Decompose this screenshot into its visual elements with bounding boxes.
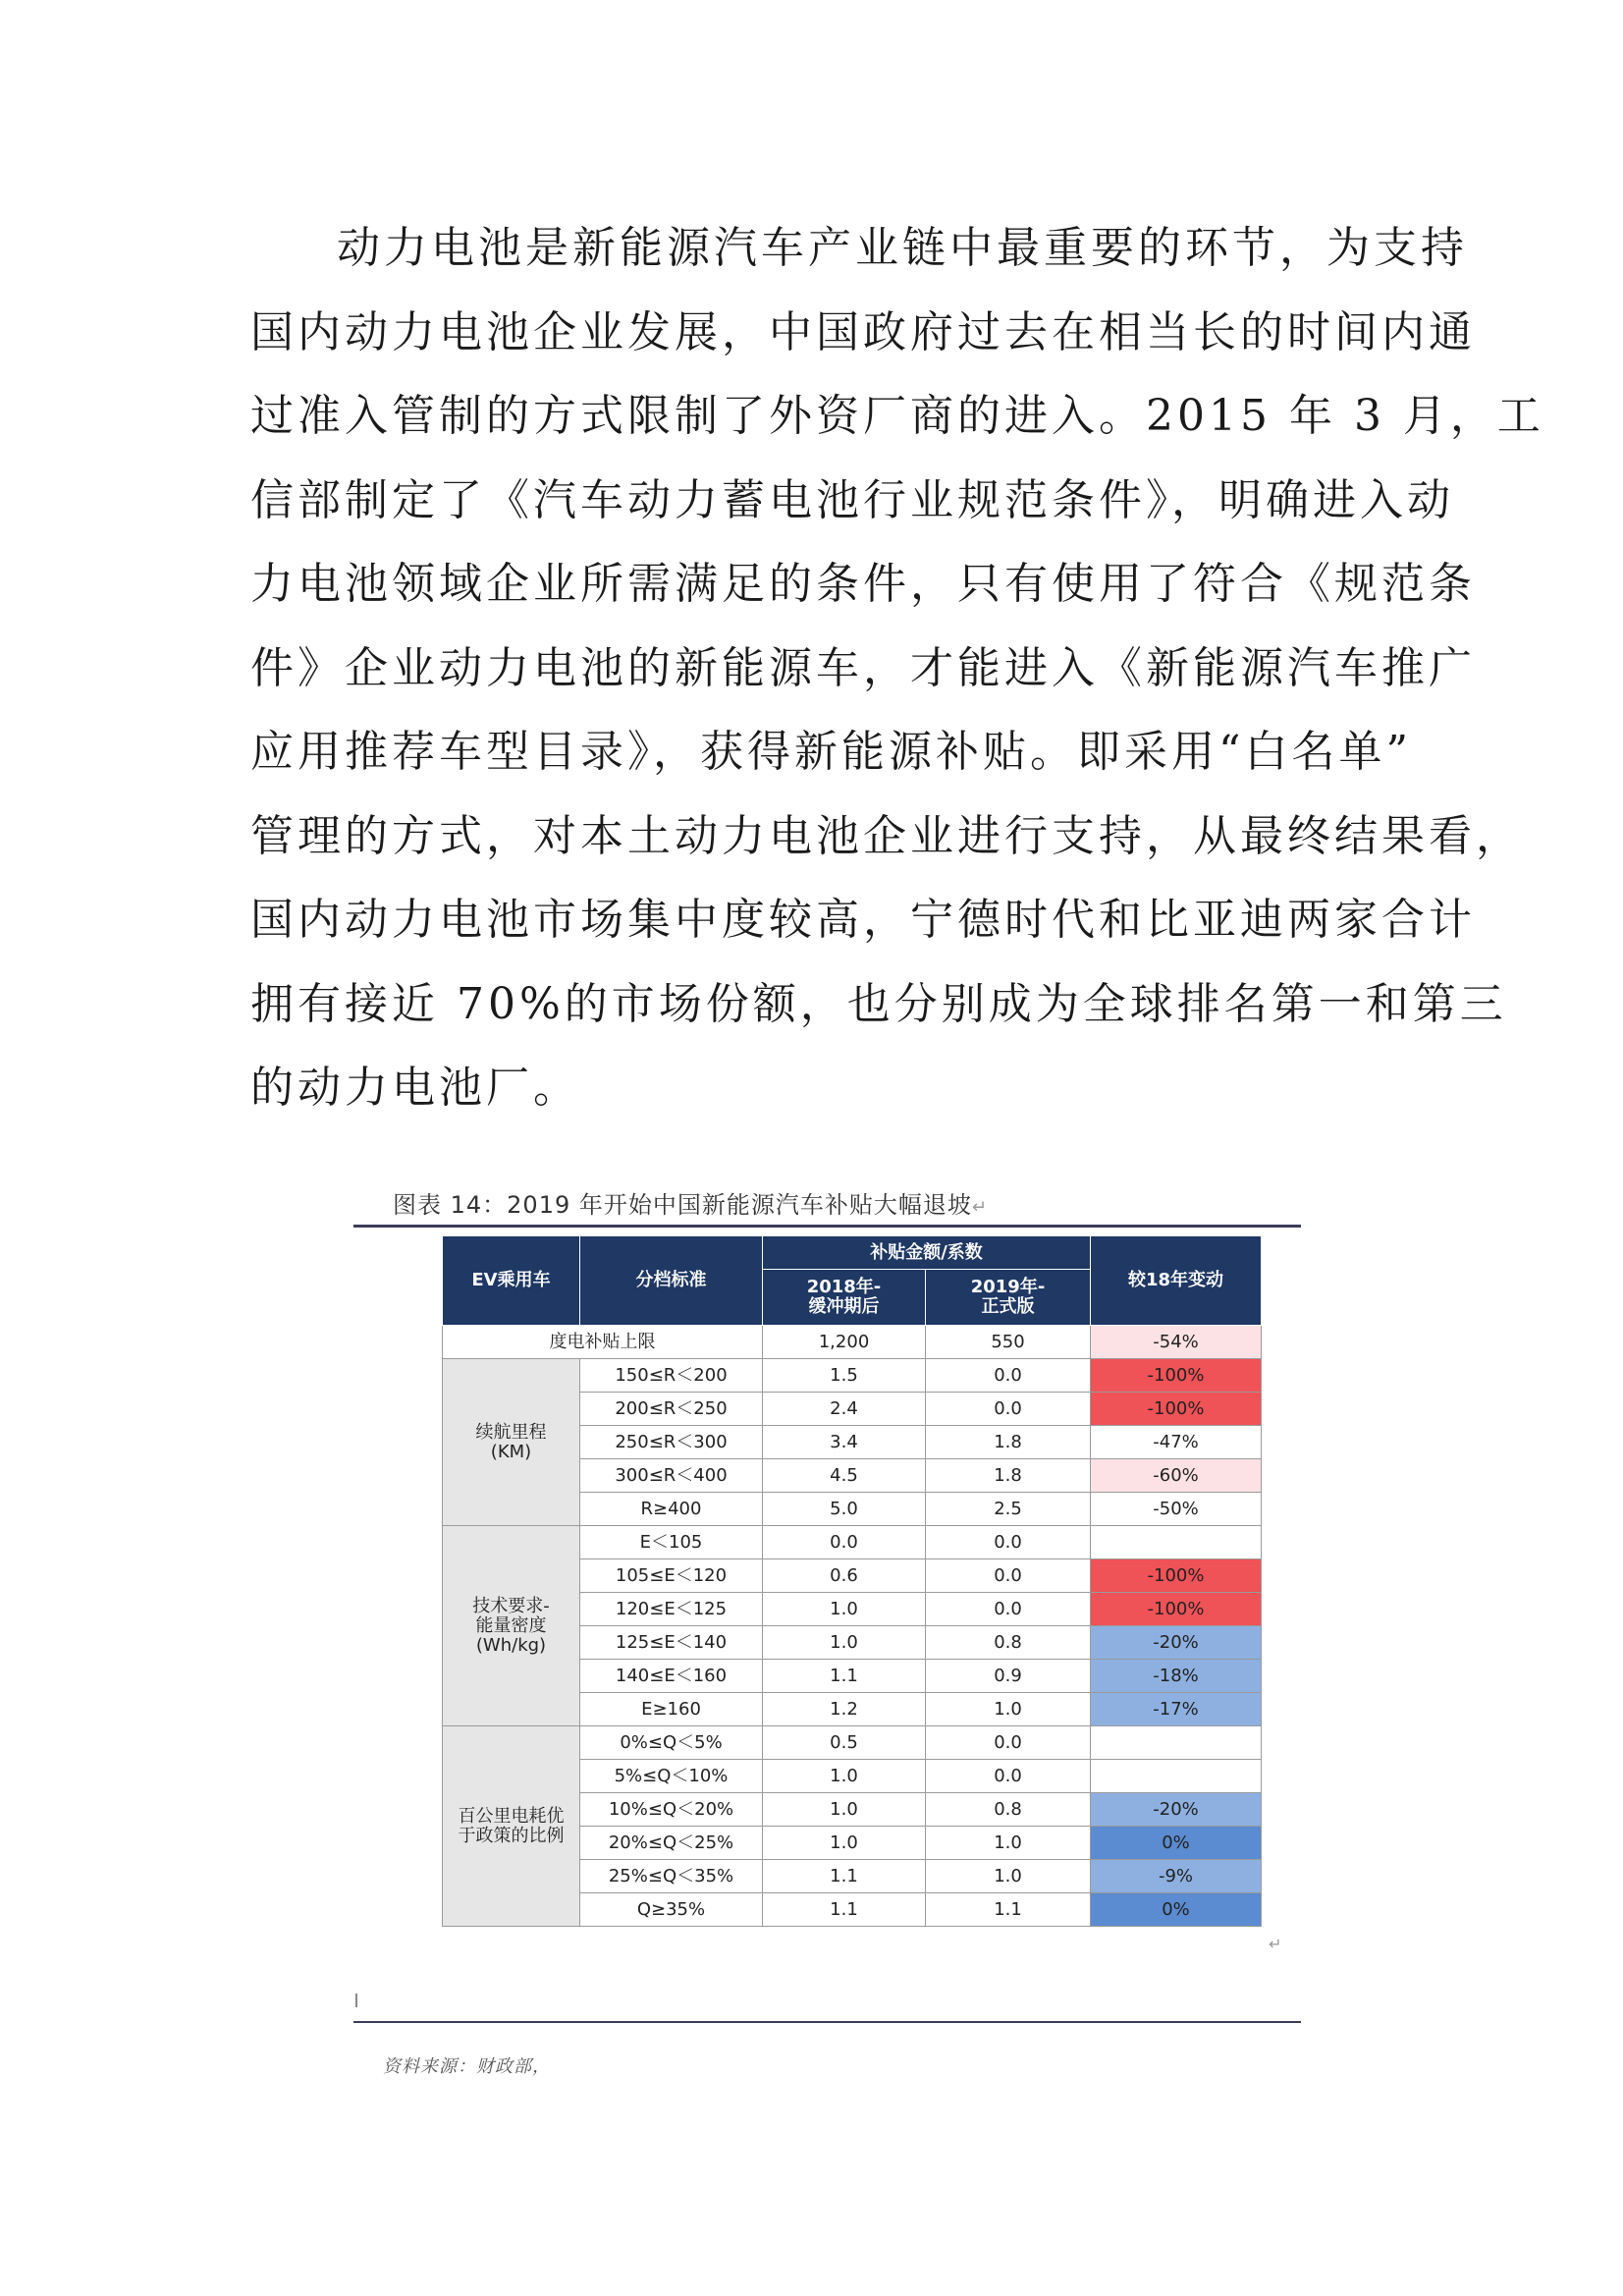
- change-cell: 0%: [1091, 1827, 1262, 1860]
- paragraph-line: 信部制定了《汽车动力蓄电池行业规范条件》，明确进入动: [250, 474, 1454, 525]
- tier-cell: 120≤E＜125: [580, 1593, 763, 1626]
- value-2019-cell: 1.0: [926, 1693, 1091, 1726]
- value-2018-cell: 0.5: [763, 1726, 926, 1760]
- tier-cell: E＜105: [580, 1526, 763, 1559]
- value-2018-cell: 1.0: [763, 1626, 926, 1660]
- change-cell: -17%: [1091, 1693, 1262, 1726]
- paragraph-line: 应用推荐车型目录》，获得新能源补贴。即采用“白名单”: [250, 727, 1412, 777]
- paragraph-line: 动力电池是新能源汽车产业链中最重要的环节，为支持: [337, 223, 1468, 273]
- paragraph-line: 的动力电池厂。: [250, 1063, 580, 1113]
- value-2019-cell: 0.0: [926, 1393, 1091, 1426]
- tier-cell: 0%≤Q＜5%: [580, 1726, 763, 1760]
- figure-bottom-rule: [353, 2021, 1301, 2023]
- source-note: 资料来源：财政部，: [383, 2056, 551, 2077]
- header-2018: [763, 1270, 926, 1326]
- tier-cell: E≥160: [580, 1693, 763, 1726]
- header-2018-label: 2018年- 缓冲期后: [806, 1277, 882, 1317]
- value-2018-cell: 0.0: [763, 1526, 926, 1559]
- change-cell: -9%: [1091, 1860, 1262, 1893]
- change-cell: -50%: [1091, 1493, 1262, 1526]
- header-tier-standard: 分档标准: [580, 1236, 763, 1326]
- cap-label: 度电补贴上限: [443, 1326, 763, 1359]
- tier-cell: 200≤R＜250: [580, 1393, 763, 1426]
- figure-title: [393, 1185, 988, 1220]
- value-2018-cell: 2.4: [763, 1393, 926, 1426]
- return-mark: ↵: [971, 1197, 988, 1218]
- value-2019-cell: 0.9: [926, 1660, 1091, 1693]
- table-return-mark: ↵: [1269, 1935, 1282, 1953]
- change-cell: [1091, 1760, 1262, 1793]
- header-2019-label: 2019年- 正式版: [970, 1277, 1046, 1317]
- tier-cell: 250≤R＜300: [580, 1426, 763, 1459]
- category-cell: 百公里电耗优 于政策的比例: [443, 1726, 580, 1927]
- header-change-vs-2018: 较18年变动: [1091, 1236, 1262, 1326]
- header-subsidy-group: 补贴金额/系数: [763, 1236, 1091, 1270]
- tier-cell: 300≤R＜400: [580, 1459, 763, 1493]
- value-2019-cell: 2.5: [926, 1493, 1091, 1526]
- paragraph-line: 国内动力电池企业发展，中国政府过去在相当长的时间内通: [250, 306, 1476, 357]
- category-cell: 续航里程 (KM): [443, 1359, 580, 1526]
- paragraph-line: 管理的方式，对本土动力电池企业进行支持，从最终结果看，: [250, 810, 1523, 861]
- tier-cell: 125≤E＜140: [580, 1626, 763, 1660]
- tier-cell: 140≤E＜160: [580, 1660, 763, 1693]
- paragraph-line: 拥有接近 70%的市场份额，也分别成为全球排名第一和第三: [250, 978, 1507, 1029]
- change-cell: -100%: [1091, 1559, 1262, 1593]
- table-row: [443, 1359, 1262, 1393]
- change-cell: [1091, 1726, 1262, 1760]
- change-cell: -20%: [1091, 1626, 1262, 1660]
- paragraph-line: 力电池领域企业所需满足的条件，只有使用了符合《规范条: [250, 559, 1476, 609]
- tier-cell: 150≤R＜200: [580, 1359, 763, 1393]
- paragraph-line: 国内动力电池市场集中度较高，宁德时代和比亚迪两家合计: [250, 895, 1476, 945]
- value-2018-cell: 5.0: [763, 1493, 926, 1526]
- change-cell: -100%: [1091, 1393, 1262, 1426]
- table-body: [443, 1326, 1262, 1927]
- value-2018-cell: 1.5: [763, 1359, 926, 1393]
- table-row: [443, 1526, 1262, 1559]
- value-2018-cell: 1.0: [763, 1827, 926, 1860]
- change-cell: -18%: [1091, 1660, 1262, 1693]
- value-2018-cell: 1.1: [763, 1893, 926, 1927]
- value-2018-cell: 1.0: [763, 1760, 926, 1793]
- category-cell: 技术要求- 能量密度 (Wh/kg): [443, 1526, 580, 1726]
- cap-row: [443, 1326, 1262, 1359]
- value-2018-cell: 1.1: [763, 1660, 926, 1693]
- value-2018-cell: 3.4: [763, 1426, 926, 1459]
- header-ev-passenger: EV乘用车: [443, 1236, 580, 1326]
- value-2019-cell: 1.8: [926, 1426, 1091, 1459]
- tier-cell: 25%≤Q＜35%: [580, 1860, 763, 1893]
- value-2019-cell: 1.1: [926, 1893, 1091, 1927]
- change-cell: -100%: [1091, 1359, 1262, 1393]
- change-cell: -60%: [1091, 1459, 1262, 1493]
- tier-cell: Q≥35%: [580, 1893, 763, 1927]
- value-2019-cell: 0.8: [926, 1793, 1091, 1827]
- tier-cell: 10%≤Q＜20%: [580, 1793, 763, 1827]
- cap-2019: 550: [926, 1326, 1091, 1359]
- value-2018-cell: 1.2: [763, 1693, 926, 1726]
- tier-cell: 5%≤Q＜10%: [580, 1760, 763, 1793]
- value-2018-cell: 1.0: [763, 1793, 926, 1827]
- change-cell: -100%: [1091, 1593, 1262, 1626]
- body-paragraph: [250, 206, 1544, 1130]
- value-2018-cell: 4.5: [763, 1459, 926, 1493]
- change-cell: 0%: [1091, 1893, 1262, 1927]
- value-2019-cell: 0.0: [926, 1726, 1091, 1760]
- value-2019-cell: 0.0: [926, 1526, 1091, 1559]
- value-2019-cell: 0.0: [926, 1760, 1091, 1793]
- change-cell: -20%: [1091, 1793, 1262, 1827]
- subsidy-table: [442, 1235, 1262, 1927]
- table-row: [443, 1726, 1262, 1760]
- header-2019: [926, 1270, 1091, 1326]
- tier-cell: 20%≤Q＜25%: [580, 1827, 763, 1860]
- change-cell: [1091, 1526, 1262, 1559]
- value-2018-cell: 0.6: [763, 1559, 926, 1593]
- value-2019-cell: 1.0: [926, 1827, 1091, 1860]
- side-tick: [355, 1994, 357, 2007]
- table-header: [443, 1236, 1262, 1326]
- cap-change: -54%: [1091, 1326, 1262, 1359]
- value-2019-cell: 0.0: [926, 1593, 1091, 1626]
- change-cell: -47%: [1091, 1426, 1262, 1459]
- value-2019-cell: 0.8: [926, 1626, 1091, 1660]
- figure-top-rule: [353, 1225, 1301, 1228]
- tier-cell: 105≤E＜120: [580, 1559, 763, 1593]
- tier-cell: R≥400: [580, 1493, 763, 1526]
- paragraph-line: 过准入管制的方式限制了外资厂商的进入。2015 年 3 月，工: [250, 391, 1544, 441]
- figure-title-text: 图表 14：2019 年开始中国新能源汽车补贴大幅退坡: [393, 1191, 972, 1219]
- value-2019-cell: 0.0: [926, 1559, 1091, 1593]
- value-2019-cell: 0.0: [926, 1359, 1091, 1393]
- value-2019-cell: 1.8: [926, 1459, 1091, 1493]
- value-2018-cell: 1.0: [763, 1593, 926, 1626]
- value-2018-cell: 1.1: [763, 1860, 926, 1893]
- paragraph-line: 件》企业动力电池的新能源车，才能进入《新能源汽车推广: [250, 642, 1476, 693]
- value-2019-cell: 1.0: [926, 1860, 1091, 1893]
- cap-2018: 1,200: [763, 1326, 926, 1359]
